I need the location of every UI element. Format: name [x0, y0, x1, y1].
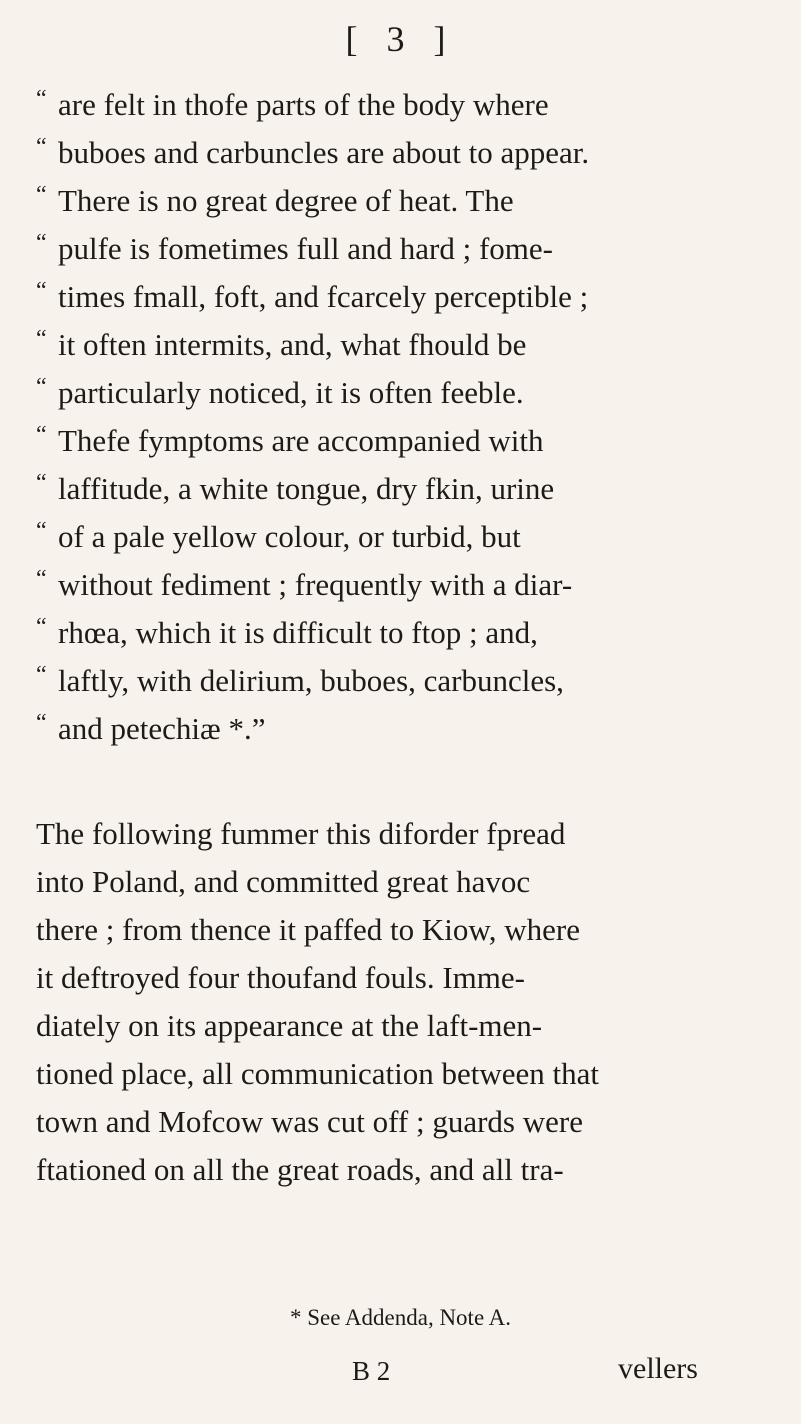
quote-mark: “: [36, 422, 47, 448]
quoted-line: [36, 662, 564, 700]
quoted-line-text: are felt in thofe parts of the body where: [58, 87, 549, 122]
quote-mark: “: [36, 86, 47, 112]
quoted-line-text: There is no great degree of heat. The: [58, 183, 514, 218]
quote-mark: “: [36, 182, 47, 208]
quoted-line-text: particularly noticed, it is often feeble.: [58, 375, 524, 410]
quoted-line: [36, 86, 549, 124]
quoted-line: [36, 134, 589, 172]
quoted-line-text: pulfe is fometimes full and hard ; fome-: [58, 231, 554, 266]
body-line: diately on its appearance at the laft-men-: [36, 1008, 543, 1043]
quoted-line-text: laftly, with delirium, buboes, carbuncles,: [58, 663, 564, 698]
quote-mark: “: [36, 230, 47, 256]
quoted-line: [36, 614, 538, 652]
quoted-line: [36, 278, 588, 316]
quoted-line: [36, 470, 554, 508]
footnote: * See Addenda, Note A.: [289, 1305, 511, 1330]
quoted-line: [36, 422, 543, 460]
quote-mark: “: [36, 278, 47, 304]
quote-mark: “: [36, 470, 47, 496]
quoted-line-text: it often intermits, and, what fhould be: [58, 327, 527, 362]
quote-mark: “: [36, 326, 47, 352]
quoted-line: [36, 230, 553, 268]
quoted-line-text: Thefe fymptoms are accompanied with: [58, 423, 544, 458]
quoted-line: [36, 374, 524, 412]
body-line: ftationed on all the great roads, and all tra-: [36, 1152, 564, 1187]
signature-mark: B 2: [352, 1356, 391, 1386]
body-line: tioned place, all communication between that: [36, 1056, 599, 1091]
body-line: it deftroyed four thoufand fouls. Imme-: [36, 960, 525, 995]
quoted-line-text: buboes and carbuncles are about to appear.: [58, 135, 590, 170]
quote-mark: “: [36, 374, 47, 400]
quoted-line-text: times fmall, foft, and fcarcely perceptible ;: [58, 279, 589, 314]
quoted-line: [36, 710, 265, 748]
quoted-line: [36, 566, 572, 604]
body-line: The following fummer this diforder fpread: [36, 816, 566, 851]
quoted-line-text: rhœa, which it is difficult to ftop ; and,: [58, 615, 538, 650]
quoted-line: [36, 518, 521, 556]
quoted-line-text: without fediment ; frequently with a diar-: [58, 567, 573, 602]
quote-mark: “: [36, 662, 47, 688]
quote-mark: “: [36, 710, 47, 736]
body-line: there ; from thence it paffed to Kiow, where: [36, 912, 581, 947]
catchword: vellers: [618, 1352, 698, 1385]
quoted-line-text: laffitude, a white tongue, dry fkin, urine: [58, 471, 555, 506]
body-line: into Poland, and committed great havoc: [36, 864, 531, 899]
quote-mark: “: [36, 566, 47, 592]
quoted-line: [36, 326, 526, 364]
quoted-line-text: of a pale yellow colour, or turbid, but: [58, 519, 521, 554]
page-number: [ 3 ]: [345, 19, 456, 59]
quote-mark: “: [36, 518, 47, 544]
quoted-line: [36, 182, 514, 220]
body-line: town and Mofcow was cut off ; guards were: [36, 1104, 583, 1139]
quote-mark: “: [36, 614, 47, 640]
quoted-line-text: and petechiæ *.”: [58, 711, 266, 746]
quote-mark: “: [36, 134, 47, 160]
